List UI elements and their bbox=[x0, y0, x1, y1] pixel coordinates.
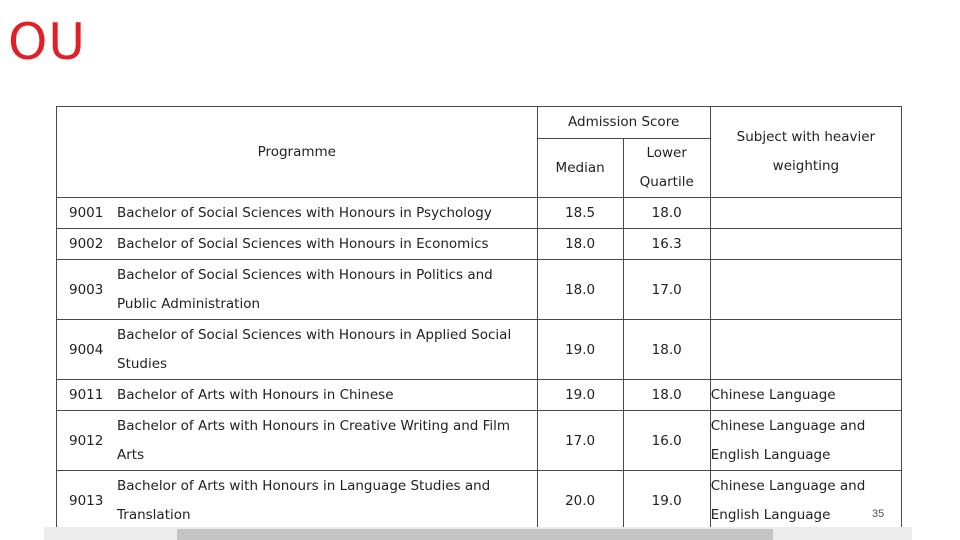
programme-code: 9002 bbox=[69, 236, 104, 252]
header-median: Median bbox=[537, 139, 623, 198]
programme-cell bbox=[57, 411, 538, 471]
table-row bbox=[57, 320, 902, 380]
programme-code: 9011 bbox=[69, 387, 104, 403]
header-subject-weighting bbox=[710, 107, 901, 198]
table-row bbox=[57, 260, 902, 320]
programme-name: Bachelor of Arts with Honours in Creative Writing and Film Arts bbox=[117, 417, 511, 463]
page-number: 35 bbox=[872, 508, 885, 520]
median-value: 18.0 bbox=[537, 260, 623, 320]
table-row bbox=[57, 380, 902, 411]
programme-name: Bachelor of Social Sciences with Honours in Psychology bbox=[117, 204, 492, 221]
programme-cell bbox=[57, 198, 538, 229]
subject-weighting-value: Chinese Language and English Language bbox=[710, 411, 901, 471]
programme-cell bbox=[57, 471, 538, 531]
lower-quartile-value: 18.0 bbox=[623, 198, 710, 229]
programme-name: Bachelor of Social Sciences with Honours in Applied Social Studies bbox=[117, 326, 512, 372]
programme-code: 9001 bbox=[69, 205, 104, 221]
lower-quartile-value: 19.0 bbox=[623, 471, 710, 531]
programme-code: 9012 bbox=[69, 432, 104, 449]
median-value: 19.0 bbox=[537, 380, 623, 411]
table-row bbox=[57, 471, 902, 531]
programme-name: Bachelor of Arts with Honours in Language Studies and Translation bbox=[117, 477, 491, 523]
programme-name: Bachelor of Arts with Honours in Chinese bbox=[117, 386, 394, 403]
programme-name: Bachelor of Social Sciences with Honours in Economics bbox=[117, 235, 489, 252]
programme-cell bbox=[57, 229, 538, 260]
admission-table bbox=[56, 106, 902, 531]
median-value: 18.5 bbox=[537, 198, 623, 229]
subject-weighting-value bbox=[710, 320, 901, 380]
programme-code: 9003 bbox=[69, 281, 104, 298]
median-value: 20.0 bbox=[537, 471, 623, 531]
header-programme: Programme bbox=[57, 107, 538, 198]
slide-title: OU bbox=[8, 13, 86, 71]
lower-quartile-value: 18.0 bbox=[623, 380, 710, 411]
median-value: 17.0 bbox=[537, 411, 623, 471]
table-row bbox=[57, 411, 902, 471]
lower-quartile-value: 18.0 bbox=[623, 320, 710, 380]
lower-quartile-value: 17.0 bbox=[623, 260, 710, 320]
programme-cell bbox=[57, 260, 538, 320]
subject-weighting-value bbox=[710, 229, 901, 260]
median-value: 19.0 bbox=[537, 320, 623, 380]
admission-table-container bbox=[56, 106, 902, 540]
scrollbar-thumb[interactable] bbox=[177, 529, 773, 540]
header-lower-quartile bbox=[623, 139, 710, 198]
subject-weighting-value bbox=[710, 198, 901, 229]
lower-quartile-value: 16.3 bbox=[623, 229, 710, 260]
programme-cell bbox=[57, 380, 538, 411]
subject-weighting-value bbox=[710, 260, 901, 320]
header-admission-score: Admission Score bbox=[537, 107, 710, 139]
header-subject-text: Subject with heavier weighting bbox=[736, 129, 876, 174]
subject-weighting-value: Chinese Language and English Language bbox=[710, 471, 901, 531]
subject-weighting-value: Chinese Language bbox=[710, 380, 901, 411]
programme-code: 9013 bbox=[69, 492, 104, 509]
median-value: 18.0 bbox=[537, 229, 623, 260]
table-row bbox=[57, 198, 902, 229]
programme-name: Bachelor of Social Sciences with Honours in Politics and Public Administration bbox=[117, 266, 493, 312]
programme-cell bbox=[57, 320, 538, 380]
horizontal-scrollbar[interactable] bbox=[44, 527, 912, 540]
lower-quartile-value: 16.0 bbox=[623, 411, 710, 471]
programme-code: 9004 bbox=[69, 341, 104, 358]
header-lower-quartile-text: Lower Quartile bbox=[639, 145, 694, 190]
table-row bbox=[57, 229, 902, 260]
